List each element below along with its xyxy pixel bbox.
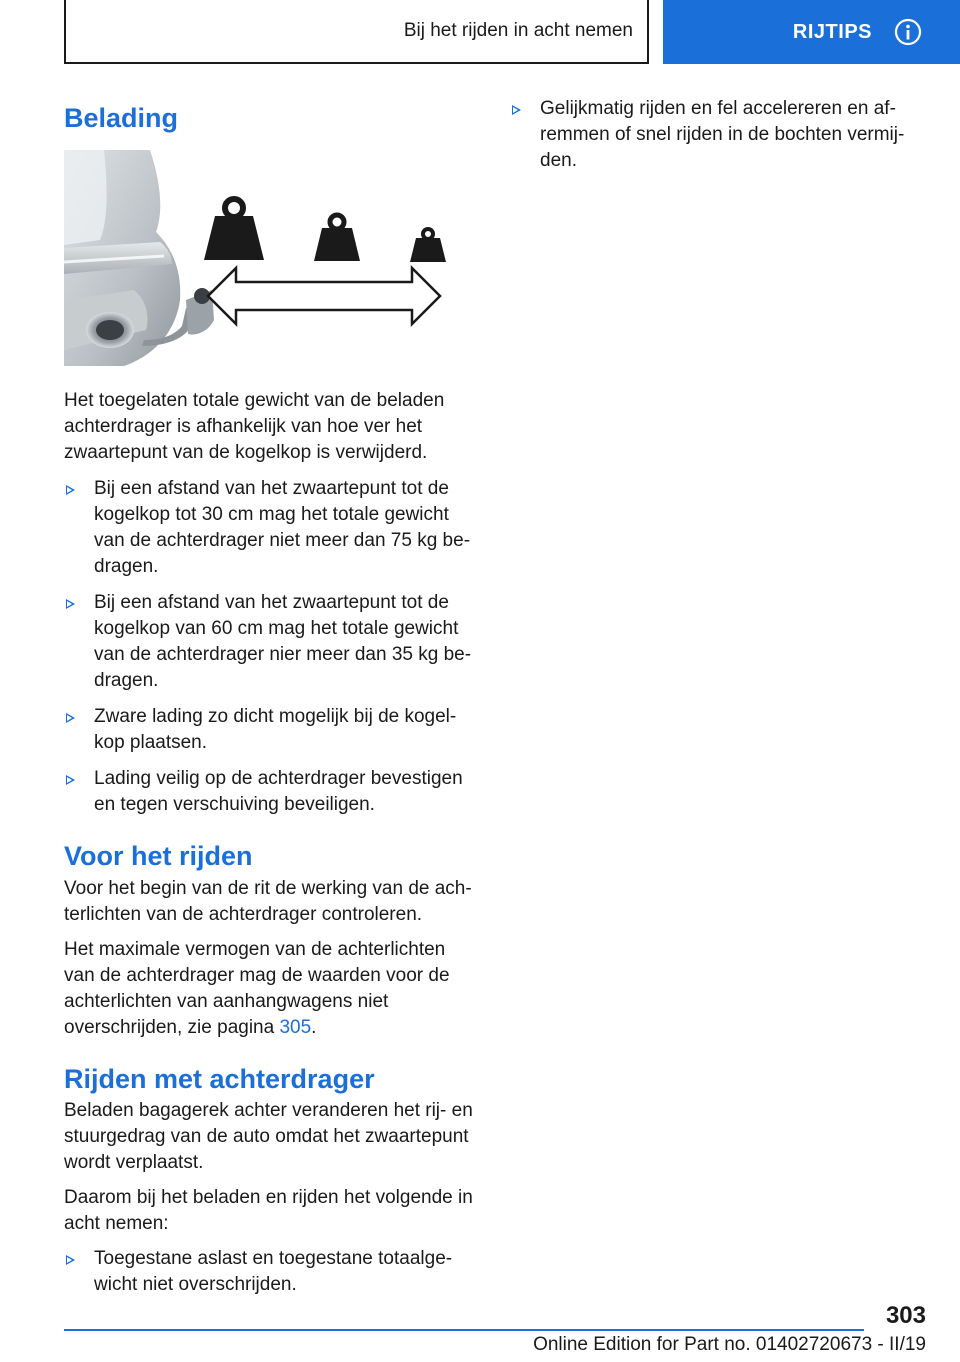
section-tab-label: RIJTIPS xyxy=(792,20,872,43)
weight-small-icon xyxy=(410,229,446,262)
load-distance-illustration xyxy=(64,150,464,366)
para-belading: Het toegelaten totale gewicht van de beladen achterdrager is afhankelijk van hoe ver het zwaartepunt van de kogelkop is verwijderd. xyxy=(64,389,445,463)
bullet-triangle-icon xyxy=(66,713,75,723)
footer-divider xyxy=(64,1329,864,1331)
list-item: Bij een afstand van het zwaartepunt tot de kogelkop tot 30 cm mag het totale gewicht van de achterdrager niet meer dan 75 kg bedragen. xyxy=(64,476,480,580)
bullet-triangle-icon xyxy=(66,1255,75,1265)
heading-voor-het-rijden: Voor het rijden xyxy=(64,840,253,871)
list-item: Bij een afstand van het zwaartepunt tot de kogelkop van 60 cm mag het totale gewicht van de achterdrager nier meer dan 35 kg bedragen. xyxy=(64,590,480,694)
weight-medium-icon xyxy=(314,215,360,261)
bullet-list-belading xyxy=(64,476,480,818)
page-number: 303 xyxy=(885,1302,926,1329)
para-voor-2: Het maximale vermogen van de achterlichten van de achterdrager mag de waarden voor de achterlichten van aanhangwagens niet overschrijden, zie pagina 305. xyxy=(64,938,450,1038)
edition-info: Online Edition for Part no. 01402720673 - II/19 xyxy=(533,1334,926,1355)
list-item: Zware lading zo dicht mogelijk bij de kogelkop plaatsen. xyxy=(64,704,480,756)
heading-rijden-met-achterdrager: Rijden met achterdrager xyxy=(64,1063,375,1094)
para-rijden-1: Beladen bagagerek achter veranderen het rij- en stuurgedrag van de auto omdat het zwaartepunt wordt verplaatst. xyxy=(64,1100,473,1174)
page-link-305[interactable]: 305 xyxy=(279,1016,312,1038)
section-tab[interactable] xyxy=(663,0,960,64)
bullet-triangle-icon xyxy=(66,775,75,785)
para-rijden-2: Daarom bij het beladen en rijden het volgende in acht nemen: xyxy=(64,1187,473,1235)
bullet-triangle-icon xyxy=(66,485,75,495)
list-item: Gelijkmatig rijden en fel accelereren en afremmen of snel rijden in de bochten vermijden. xyxy=(510,96,920,174)
bullet-triangle-icon xyxy=(512,105,521,115)
bullet-triangle-icon xyxy=(66,599,75,609)
left-column xyxy=(64,96,480,1308)
para-voor-1: Voor het begin van de rit de werking van de achterlichten van de achterdrager controleren. xyxy=(64,877,472,925)
heading-belading: Belading xyxy=(64,103,179,133)
bullet-list-right xyxy=(510,96,920,174)
bullet-list-rijden xyxy=(64,1246,480,1298)
right-column xyxy=(510,96,920,184)
weight-large-icon xyxy=(204,199,264,260)
info-icon xyxy=(894,18,922,46)
list-item: Lading veilig op de achterdrager bevestigen en tegen verschuiving beveiligen. xyxy=(64,766,480,818)
chapter-title: Bij het rijden in acht nemen xyxy=(403,20,633,41)
chapter-header xyxy=(64,0,649,64)
list-item: Toegestane aslast en toegestane totaalgewicht niet overschrijden. xyxy=(64,1246,480,1298)
